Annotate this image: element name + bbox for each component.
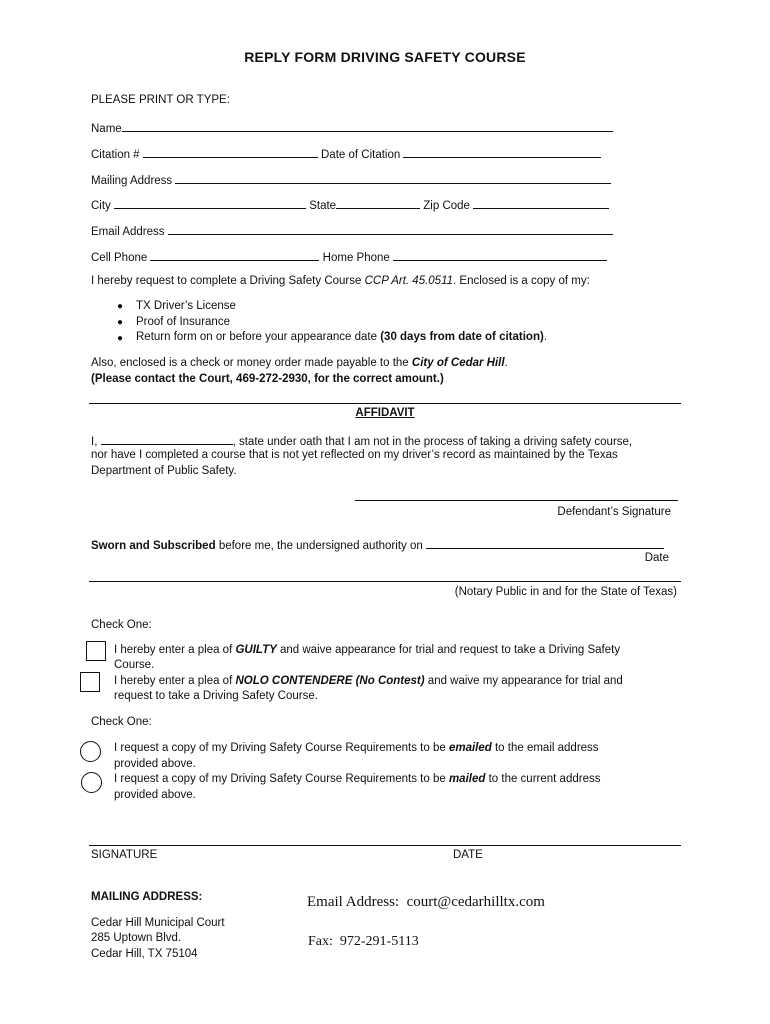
copy-check-label: Check One:: [91, 716, 152, 728]
defendant-signature-line[interactable]: [355, 500, 678, 501]
guilty-option-text: [114, 644, 620, 656]
nolo-post: and waive my appearance for trial and: [427, 675, 623, 687]
affidavit-line-2: nor have I completed a course that is not yet reflected on my driver’s record as maintained by the Texas: [91, 449, 618, 461]
nolo-option-text: [114, 675, 623, 687]
mailing-address-input-line[interactable]: [175, 172, 611, 184]
home-phone-input-line[interactable]: [393, 249, 607, 261]
mailed-option-line2: provided above.: [114, 789, 196, 801]
bullet-item: TX Driver’s License: [136, 300, 236, 312]
city-input-line[interactable]: [114, 197, 306, 209]
guilty-option-line2: Course.: [114, 659, 155, 671]
sworn-bold: Sworn and Subscribed: [91, 540, 216, 552]
email-label: Email Address:: [307, 894, 400, 910]
payee-name: City of Cedar Hill: [411, 357, 505, 369]
request-text-main: I hereby request to complete a Driving Safety Course: [91, 275, 362, 287]
nolo-option-line2: request to take a Driving Safety Course.: [114, 690, 318, 702]
affidavit-text-1: , state under oath that I am not in the process of taking a driving safety course,: [232, 436, 633, 448]
notary-signature-line[interactable]: [89, 581, 681, 582]
address-line: Cedar Hill, TX 75104: [91, 948, 198, 960]
mailed-pre: I request a copy of my Driving Safety Course Requirements to be: [114, 773, 446, 785]
citation-row: [91, 146, 601, 161]
affiant-name-input-line[interactable]: [101, 433, 233, 445]
request-text: [91, 275, 590, 287]
bullet-dot-icon: ●: [117, 301, 124, 312]
fax-value: 972-291-5113: [339, 934, 419, 949]
city-state-zip-row: [91, 197, 609, 212]
emailed-option-text: [114, 742, 599, 754]
name-input-line[interactable]: [122, 120, 613, 132]
mailing-address-label: Mailing Address: [91, 175, 173, 187]
mailed-option-text: [114, 773, 600, 785]
mailing-address-field: [91, 172, 611, 187]
bullet-item: Proof of Insurance: [136, 316, 230, 328]
plea-check-label: Check One:: [91, 619, 152, 631]
state-label: State: [309, 200, 337, 212]
affidavit-heading: AFFIDAVIT: [355, 407, 415, 419]
sworn-rest: before me, the undersigned authority on: [218, 540, 423, 552]
mailed-post: to the current address: [488, 773, 601, 785]
mailing-address-heading: MAILING ADDRESS:: [91, 891, 203, 903]
email-field: [91, 223, 613, 238]
name-field: [91, 120, 613, 135]
mailed-word: mailed: [448, 773, 486, 785]
email-value[interactable]: court@cedarhilltx.com: [406, 894, 545, 910]
signature-date-line[interactable]: [89, 845, 681, 846]
request-text-tail: . Enclosed is a copy of my:: [453, 275, 590, 287]
sworn-date-input-line[interactable]: [426, 537, 664, 549]
emailed-pre: I request a copy of my Driving Safety Course Requirements to be: [114, 742, 446, 754]
emailed-option-line2: provided above.: [114, 758, 196, 770]
bullet-dot-icon: ●: [117, 333, 124, 344]
name-label: Name: [91, 123, 122, 135]
cell-phone-input-line[interactable]: [150, 249, 319, 261]
date-of-citation-input-line[interactable]: [403, 146, 601, 158]
zip-label: Zip Code: [423, 200, 470, 212]
payment-text-main: Also, enclosed is a check or money order made payable to the: [91, 357, 409, 369]
section-divider: [89, 403, 681, 404]
address-line: Cedar Hill Municipal Court: [91, 917, 225, 929]
court-email: [307, 894, 545, 911]
emailed-radio[interactable]: [80, 741, 101, 762]
fax-label: Fax:: [308, 934, 333, 949]
affidavit-line-3: Department of Public Safety.: [91, 465, 237, 477]
date-of-citation-label: Date of Citation: [321, 149, 401, 161]
guilty-post: and waive appearance for trial and request to take a Driving Safety: [280, 644, 621, 656]
sworn-date-label: Date: [644, 552, 669, 564]
instruction-text: PLEASE PRINT OR TYPE:: [91, 94, 230, 106]
bullet-item-emphasis: (30 days from date of citation): [380, 331, 544, 343]
date-label: DATE: [453, 849, 483, 861]
court-fax: [308, 934, 419, 950]
form-title: REPLY FORM DRIVING SAFETY COURSE: [244, 49, 526, 65]
state-input-line[interactable]: [336, 197, 420, 209]
emailed-post: to the email address: [494, 742, 599, 754]
cell-phone-label: Cell Phone: [91, 252, 148, 264]
phone-row: [91, 249, 607, 264]
address-line: 285 Uptown Blvd.: [91, 932, 182, 944]
bullet-dot-icon: ●: [117, 317, 124, 328]
sworn-statement: [91, 537, 664, 552]
home-phone-label: Home Phone: [322, 252, 390, 264]
signature-label: SIGNATURE: [91, 849, 158, 861]
nolo-pre: I hereby enter a plea of: [114, 675, 233, 687]
citation-input-line[interactable]: [143, 146, 318, 158]
mailed-radio[interactable]: [81, 772, 102, 793]
nolo-contendere-checkbox[interactable]: [80, 672, 100, 692]
email-input-line[interactable]: [168, 223, 613, 235]
payment-text: Also, enclosed is a check or money order made payable to the City of Cedar Hill.: [91, 357, 508, 369]
defendant-signature-label: Defendant’s Signature: [557, 506, 671, 518]
guilty-word: GUILTY: [235, 644, 277, 656]
contact-note: (Please contact the Court, 469-272-2930, for the correct amount.): [91, 373, 444, 385]
guilty-pre: I hereby enter a plea of: [114, 644, 233, 656]
citation-label: Citation #: [91, 149, 140, 161]
ccp-reference: CCP Art. 45.0511: [364, 275, 454, 287]
nolo-word: NOLO CONTENDERE (No Contest): [235, 675, 425, 687]
notary-label: (Notary Public in and for the State of Texas): [454, 586, 677, 598]
emailed-word: emailed: [448, 742, 492, 754]
email-label: Email Address: [91, 226, 165, 238]
bullet-item-text: Return form on or before your appearance date: [136, 331, 378, 343]
zip-input-line[interactable]: [473, 197, 609, 209]
affidavit-line-1: [91, 433, 632, 448]
guilty-checkbox[interactable]: [86, 641, 106, 661]
bullet-item: Return form on or before your appearance date (30 days from date of citation).: [136, 331, 548, 343]
affidavit-prefix: I,: [91, 436, 98, 448]
city-label: City: [91, 200, 111, 212]
